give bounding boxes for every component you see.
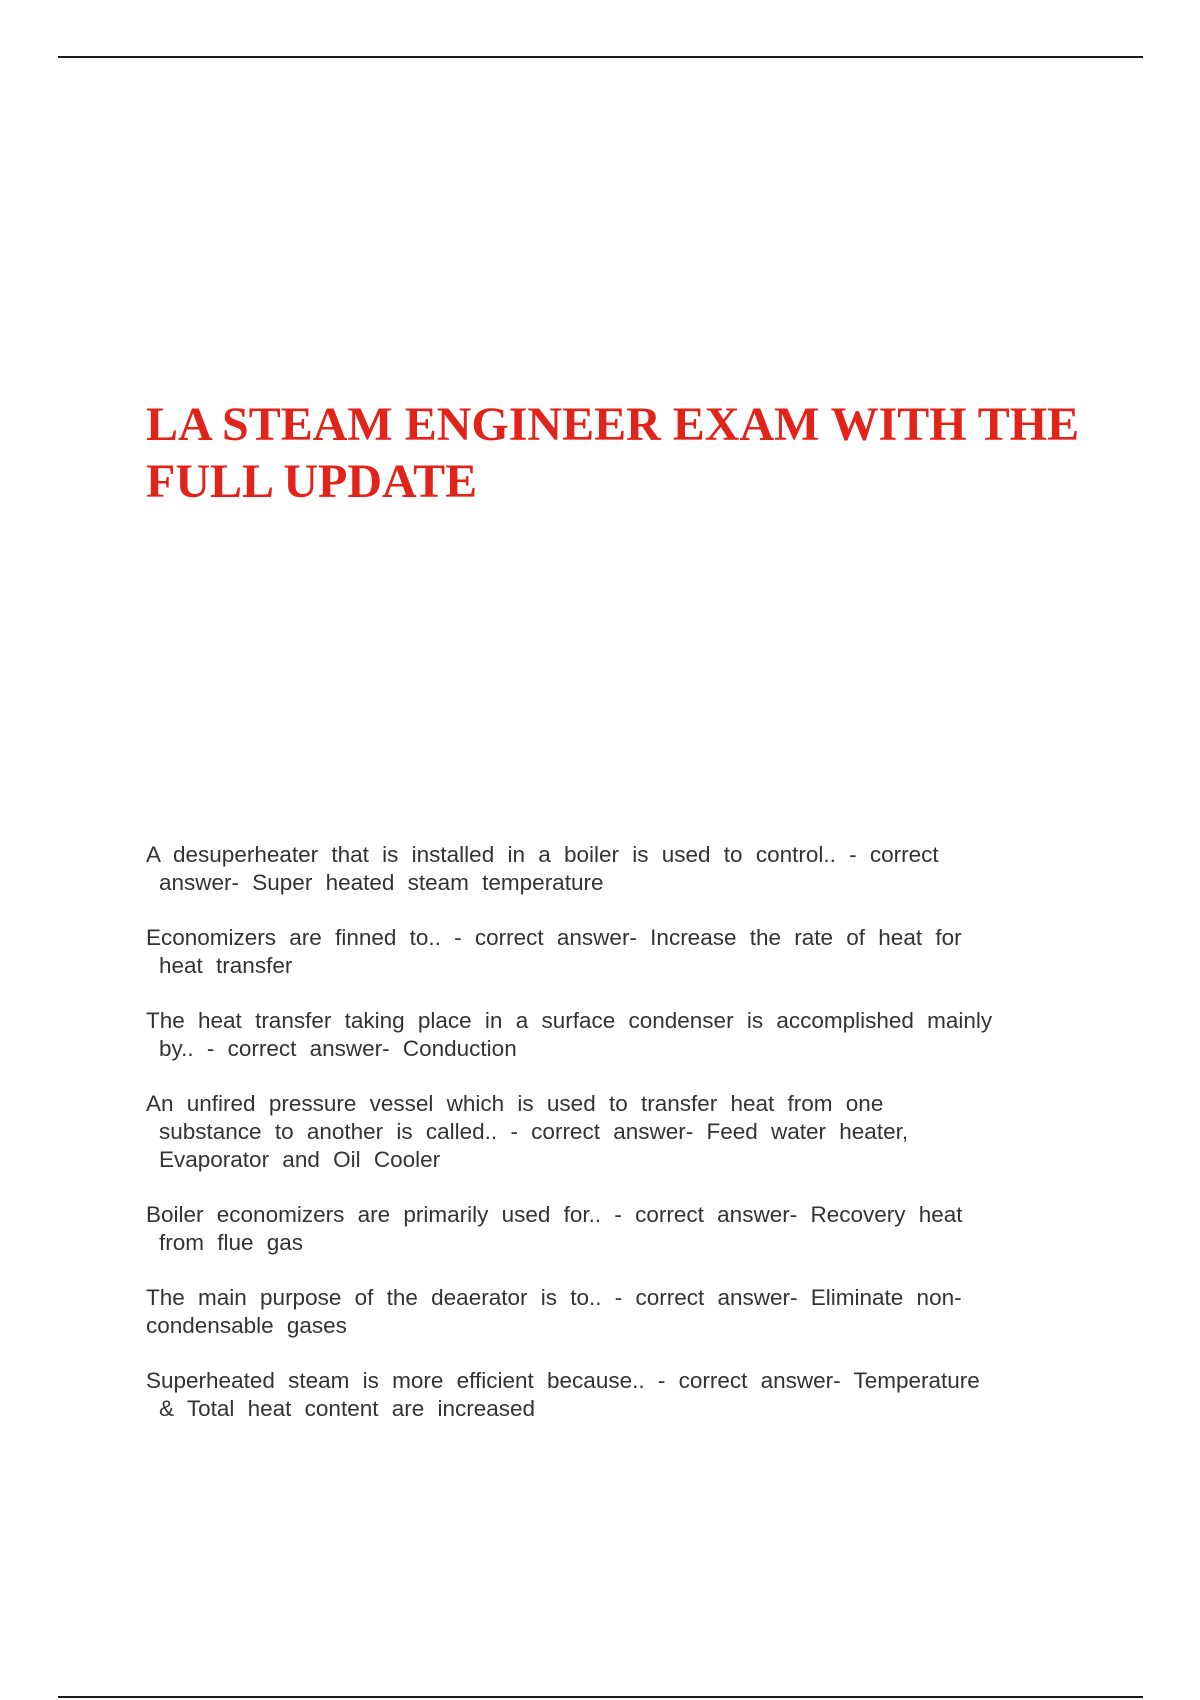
qa-line: A desuperheater that is installed in a boiler is used to control.. - correct [146,842,939,867]
qa-line: The heat transfer taking place in a surface condenser is accomplished mainly [146,1008,993,1033]
qa-item-2 [146,924,1086,980]
qa-item-7 [146,1367,1086,1423]
qa-line: Superheated steam is more efficient because.. - correct answer- Temperature [146,1368,980,1393]
qa-line: & Total heat content are increased [159,1396,536,1421]
qa-line: from flue gas [159,1230,304,1255]
qa-line: condensable gases [146,1313,347,1338]
qa-item-4 [146,1090,1086,1174]
qa-line: An unfired pressure vessel which is used to transfer heat from one [146,1091,884,1116]
top-rule [58,56,1143,58]
qa-item-6 [146,1284,1086,1340]
qa-line: Evaporator and Oil Cooler [159,1147,441,1172]
qa-item-1 [146,841,1086,897]
qa-item-3 [146,1007,1086,1063]
qa-line: The main purpose of the deaerator is to.. - correct answer- Eliminate non- [146,1285,962,1310]
bottom-rule [58,1696,1143,1698]
qa-line: by.. - correct answer- Conduction [159,1036,517,1061]
qa-line: heat transfer [159,953,293,978]
qa-item-5 [146,1201,1086,1257]
qa-line: answer- Super heated steam temperature [159,870,604,895]
qa-line: Economizers are finned to.. - correct answer- Increase the rate of heat for [146,925,962,950]
qa-line: Boiler economizers are primarily used for.. - correct answer- Recovery heat [146,1202,963,1227]
question-answer-list [146,841,1086,1450]
qa-line: substance to another is called.. - correct answer- Feed water heater, [159,1119,909,1144]
title-line-1: LA STEAM ENGINEER EXAM WITH THE [146,398,1080,451]
title-line-2: FULL UPDATE [146,455,478,508]
document-title [146,396,1106,510]
